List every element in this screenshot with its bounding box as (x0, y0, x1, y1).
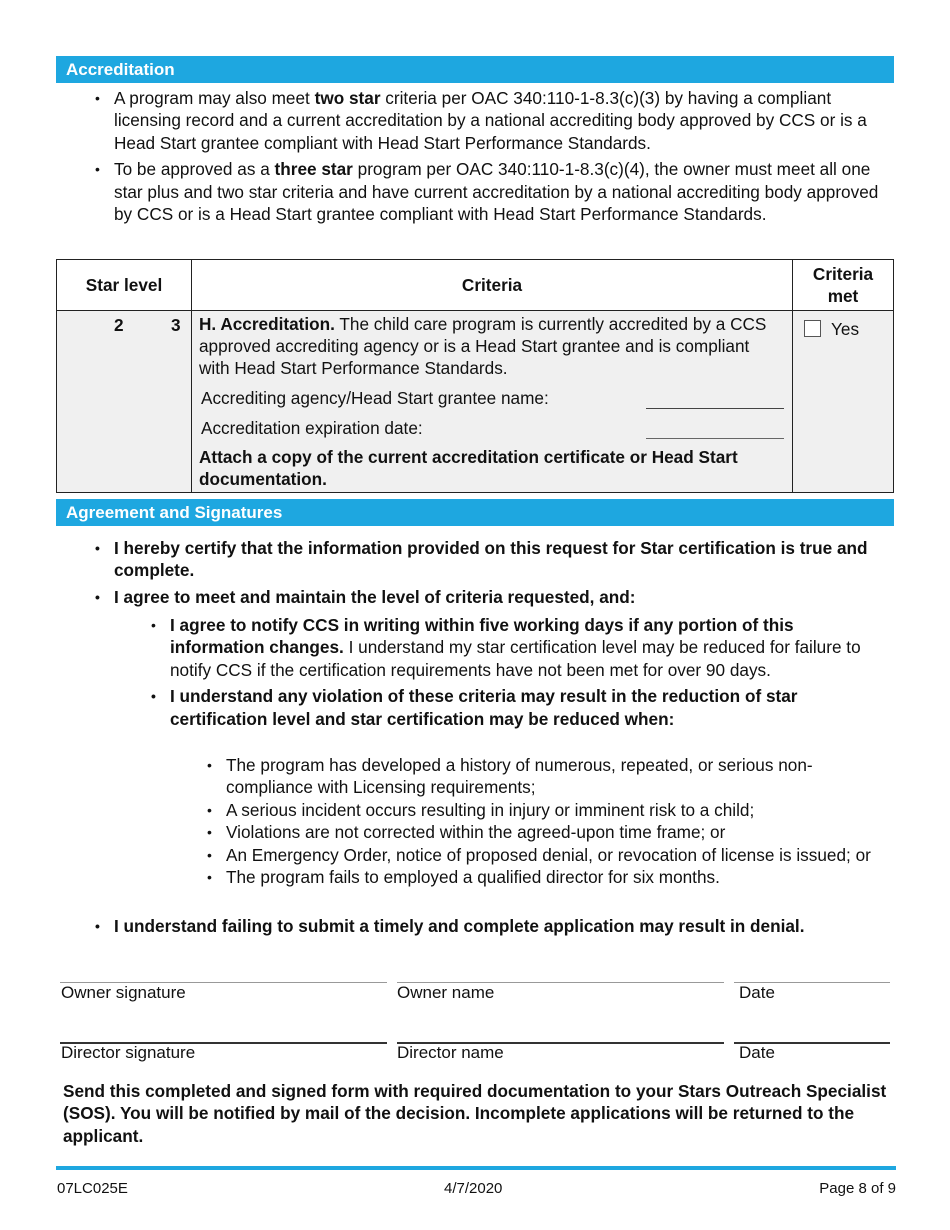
accreditation-header: Accreditation (56, 56, 894, 83)
footer-divider (56, 1166, 896, 1170)
criteria-cell (192, 311, 793, 493)
condition-item: • Violations are not corrected within the agreed-upon time frame; or (226, 821, 876, 843)
bullet-two-star: • A program may also meet two star criteria per OAC 340:110-1-8.3(c)(3) by having a compliant licensing record and a current accreditation by a national accrediting body approved by CCS or is a Head Start grantee compliant with Head Start Performance Standards. (114, 87, 894, 154)
attach-note: Attach a copy of the current accreditation certificate or Head Start documentation. (199, 447, 738, 489)
table-row (57, 311, 894, 493)
header-criteria: Criteria (192, 260, 793, 311)
condition-item: • The program has developed a history of numerous, repeated, or serious non-compliance with Licensing requirements; (226, 754, 876, 799)
star-level-cell (57, 311, 192, 493)
condition-item: • A serious incident occurs resulting in injury or imminent risk to a child; (226, 799, 876, 821)
criteria-table (56, 259, 894, 493)
star-level-3: 3 (171, 315, 181, 335)
yes-label: Yes (831, 319, 860, 339)
director-name-label: Director name (397, 1043, 504, 1062)
criteria-description: H. Accreditation. The child care program is currently accredited by a CCS approved accrediting agency or is a Head Start grantee and is compliant with Head Start Performance Standards. (199, 314, 767, 378)
footer-form-code: 07LC025E (57, 1180, 128, 1197)
expiration-date-input[interactable] (646, 428, 784, 439)
owner-signature-label: Owner signature (61, 983, 186, 1002)
agree-sub-bullets (170, 614, 870, 730)
submission-notice: Send this completed and signed form with required documentation to your Stars Outreach Specialist (SOS). You will be notified by mail of the decision. Incomplete applications will be returned to the applicant. (63, 1081, 887, 1146)
director-date-label: Date (739, 1043, 775, 1062)
owner-date-label: Date (739, 983, 775, 1002)
footer-page-number: Page 8 of 9 (819, 1180, 896, 1197)
header-criteria-met: Criteria met (793, 260, 894, 311)
denial-bullet (114, 915, 894, 937)
agency-name-input[interactable] (646, 398, 784, 409)
expiration-date-field (199, 417, 784, 439)
owner-name-label: Owner name (397, 983, 495, 1002)
accreditation-bullets (114, 87, 894, 225)
notify-item: • I agree to notify CCS in writing within five working days if any portion of this information changes. I understand my star certification level may be reduced for failure to notify CCS if the certification requirements have not been met for over 90 days. (170, 614, 870, 681)
footer-date: 4/7/2020 (444, 1180, 503, 1197)
agency-name-label: Accrediting agency/Head Start grantee name: (201, 388, 549, 408)
agreement-bullets (114, 537, 874, 608)
yes-checkbox[interactable] (804, 320, 821, 337)
star-level-2: 2 (114, 315, 124, 335)
table-header-row (57, 260, 894, 311)
conditions-list (226, 754, 876, 888)
agency-name-field (199, 387, 784, 409)
agreement-header: Agreement and Signatures (56, 499, 894, 526)
header-star-level: Star level (57, 260, 192, 311)
violation-item: • I understand any violation of these criteria may result in the reduction of star certification level and star certification may be reduced when: (170, 685, 870, 730)
denial-item: • I understand failing to submit a timely and complete application may result in denial. (114, 915, 894, 937)
certify-item: • I hereby certify that the information provided on this request for Star certification is true and complete. (114, 537, 874, 582)
expiration-date-label: Accreditation expiration date: (201, 418, 423, 438)
director-signature-label: Director signature (61, 1043, 196, 1062)
condition-item: • An Emergency Order, notice of proposed denial, or revocation of license is issued; or (226, 844, 876, 866)
criteria-met-cell (793, 311, 894, 493)
condition-item: • The program fails to employed a qualified director for six months. (226, 866, 876, 888)
bullet-three-star: • To be approved as a three star program per OAC 340:110-1-8.3(c)(4), the owner must meet all one star plus and two star criteria and have current accreditation by a national accrediting body approved by CCS or is a Head Start grantee compliant with Head Start Performance Standards. (114, 158, 894, 225)
agree-item: • I agree to meet and maintain the level of criteria requested, and: (114, 586, 874, 608)
